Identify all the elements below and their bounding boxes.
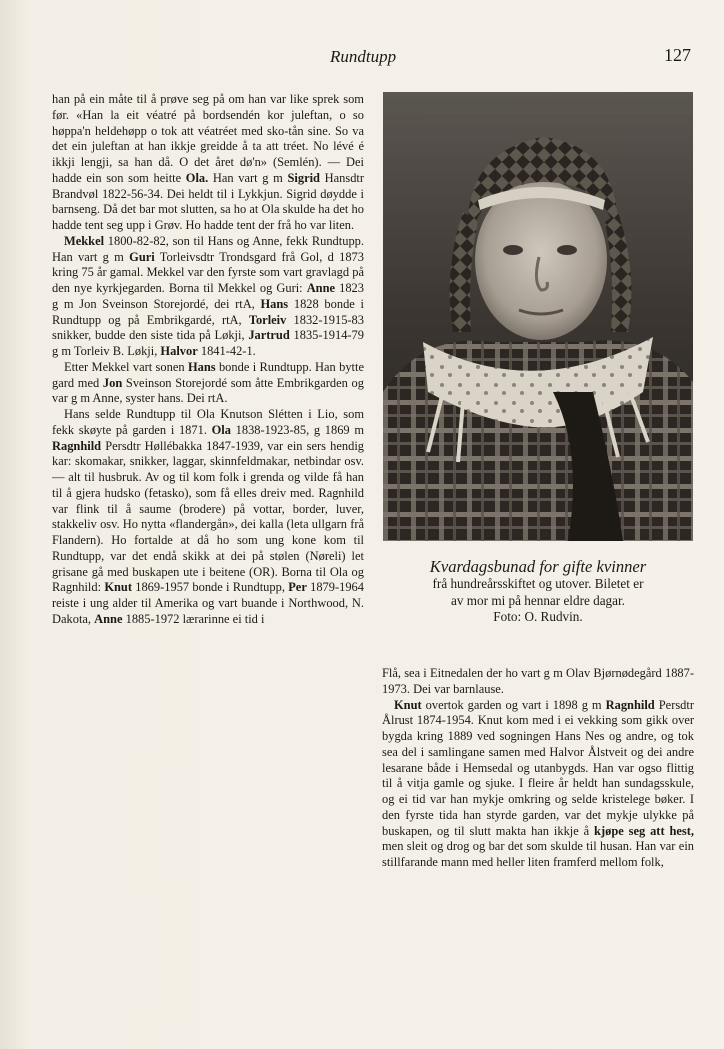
bold-name: Ola <box>211 422 231 437</box>
text-run: Flå, sea i Eitnedalen der ho vart g m Olav Bjørnødegård 1887-1973. Dei var barnlause. <box>382 666 694 696</box>
text-run: Sveinson Storejordé som åtte Embrikgarden og var g m Anne, syster hans. Dei rtA. <box>52 375 364 406</box>
text-run: men sleit og drog og bar det som skulde til husan. Han var ein stillfarande mann med heller liten framferd mellom folk, <box>382 839 694 869</box>
caption-credit: Foto: O. Rudvin. <box>493 609 583 625</box>
text-run: Han vart g m <box>208 170 288 185</box>
bold-name: Jon <box>102 375 123 390</box>
bold-name: Per <box>288 580 307 595</box>
bold-name: Torleiv <box>248 312 287 327</box>
bold-name: Hans <box>187 359 216 374</box>
paragraph <box>52 92 364 234</box>
right-text-column <box>382 666 694 871</box>
text-run: overtok garden og vart i 1898 g m <box>421 697 606 712</box>
text-run: 1800-82-82, son til Hans og Anne, fekk Rundtupp. Han vart g m <box>52 233 364 264</box>
text-run: Persdtr Ålrust 1874-1954. Knut kom med i ei vekking som gikk over bygda kring 1889 ved sogningen Hans Nes og andre, og tok sea del i samlingane samen med Halvor Ålstveit og dei andre lesarane både i Hemsedal og utanbygds. Han var ogso flittig til å vitja gamle og sjuke. I fleire år heldt han sundagsskule, og ei tid var han mykje omkring og selde kristelege bøker. I den fyrste tida han styrde garden, var det mykje ulykke på buskapen, og til slutt makta han ikkje å <box>382 697 694 838</box>
text-run: 1832-1915-83 snikker, budde den siste tida på Løkji, <box>52 312 364 343</box>
bold-name: kjøpe seg att hest, <box>594 823 694 838</box>
page-number: 127 <box>664 45 691 65</box>
caption-line: frå hundreårsskiftet og utover. Biletet er <box>432 576 644 591</box>
running-header-title: Rundtupp <box>330 47 397 66</box>
text-run: 1823 g m Jon Sveinson Storejordé, dei rtA, <box>52 281 364 311</box>
text-run: 1841-42-1. <box>197 344 256 358</box>
text-run: Hansdtr Brandvøl 1822-56-34. Dei heldt til i Lykkjun. Sigrid døydde i barnseng. Då det bar mot slutten, sa ho at Ola skulde ha det ho hadde tent seg upp i Grøv. Ho hadde tent der frå ho var liten. <box>52 170 365 232</box>
bold-name: Halvor <box>160 344 198 358</box>
left-text-column <box>52 92 364 628</box>
paragraph <box>382 666 694 698</box>
bold-name: Hans <box>260 296 289 311</box>
text-run: Persdtr Høllébakka 1847-1939, var ein sers hendig kar: skomakar, snikker, laggar, skinnfeldmakar, netbindar osv. — alt til husbruk. Av og til kom folk i grenda og vilde få han til å gjera hudsko (fetasko), som få elles dreiv med. Ragnhild var flink til å saume (brodere) på vottar, border, luver, stakkeliv osv. Ho nytta «flandergån», dei kalla (leta ullgarn frå Flandern). Ho fortalde at då ho som ung kone kom til Rundtupp, var det endå skikk at dei på stølen (Nøreli) let grisane gå med buskapen ute i beitene (OR). Borna til Ola og Ragnhild: <box>52 438 364 595</box>
text-run: han på ein måte til å prøve seg på om han var like sprek som før. «Han la eit véatré på bordsendén kor juleftan, o so høppa'n heldehøpp o tok att véatréet med sko-tån sine. So va det ein juleftan at han ikkje greidde å ta att tréet. No lévé é ikkji lengji, sa han då. O det året dø'n» (Semlén). — Dei hadde ein son som heitte <box>52 92 364 185</box>
bold-name: Ragnhild <box>52 438 102 453</box>
paragraph <box>382 698 694 871</box>
bold-name: Guri <box>129 249 155 264</box>
text-run: 1828 bonde i Rundtupp og på Embrikgardé, rtA, <box>52 296 364 327</box>
text-run: Torleivsdtr Trondsgard frå Gol, d 1873 kring 75 år gamal. Mekkel var den fyrste som vart gravlagd på den nye kyrkjegarden. Borna til Mekkel og Guri: <box>52 249 364 295</box>
bold-name: Ola. <box>185 170 209 185</box>
bold-name: Jartrud <box>248 328 290 343</box>
text-run: Hans selde Rundtupp til Ola Knutson Slétten i Lio, som fekk skøyte på garden i 1871. <box>52 407 364 437</box>
portrait-illustration <box>383 92 693 541</box>
portrait-photo <box>383 92 693 541</box>
caption-title: Kvardagsbunad for gifte kvinner <box>429 557 647 576</box>
text-run: 1838-1923-85, g 1869 m <box>230 422 364 437</box>
bold-name: Sigrid <box>287 170 320 185</box>
text-run: 1835-1914-79 g m Torleiv B. Løkji, <box>52 328 364 358</box>
text-run: 1869-1957 bonde i Rundtupp, <box>131 580 289 595</box>
bold-name: Anne <box>306 281 336 295</box>
paragraph <box>52 407 364 628</box>
text-run: bonde i Rundtupp. Han bytte gard med <box>52 359 364 390</box>
photo-caption <box>377 557 699 626</box>
bold-name: Knut <box>394 697 422 712</box>
paragraph <box>52 360 364 407</box>
bold-name: Mekkel <box>64 233 105 248</box>
text-run: 1885-1972 lærarinne ei tid i <box>122 611 265 626</box>
text-run: Etter Mekkel vart sonen <box>64 359 188 374</box>
bold-name: Anne <box>94 611 123 626</box>
bold-name: Ragnhild <box>605 697 655 712</box>
caption-line: av mor mi på hennar eldre dagar. <box>451 592 625 608</box>
text-run: 1879-1964 reiste i ung alder til Amerika og vart buande i Northwood, N. Dakota, <box>52 580 364 626</box>
paragraph <box>52 234 364 360</box>
bold-name: Knut <box>104 580 132 595</box>
